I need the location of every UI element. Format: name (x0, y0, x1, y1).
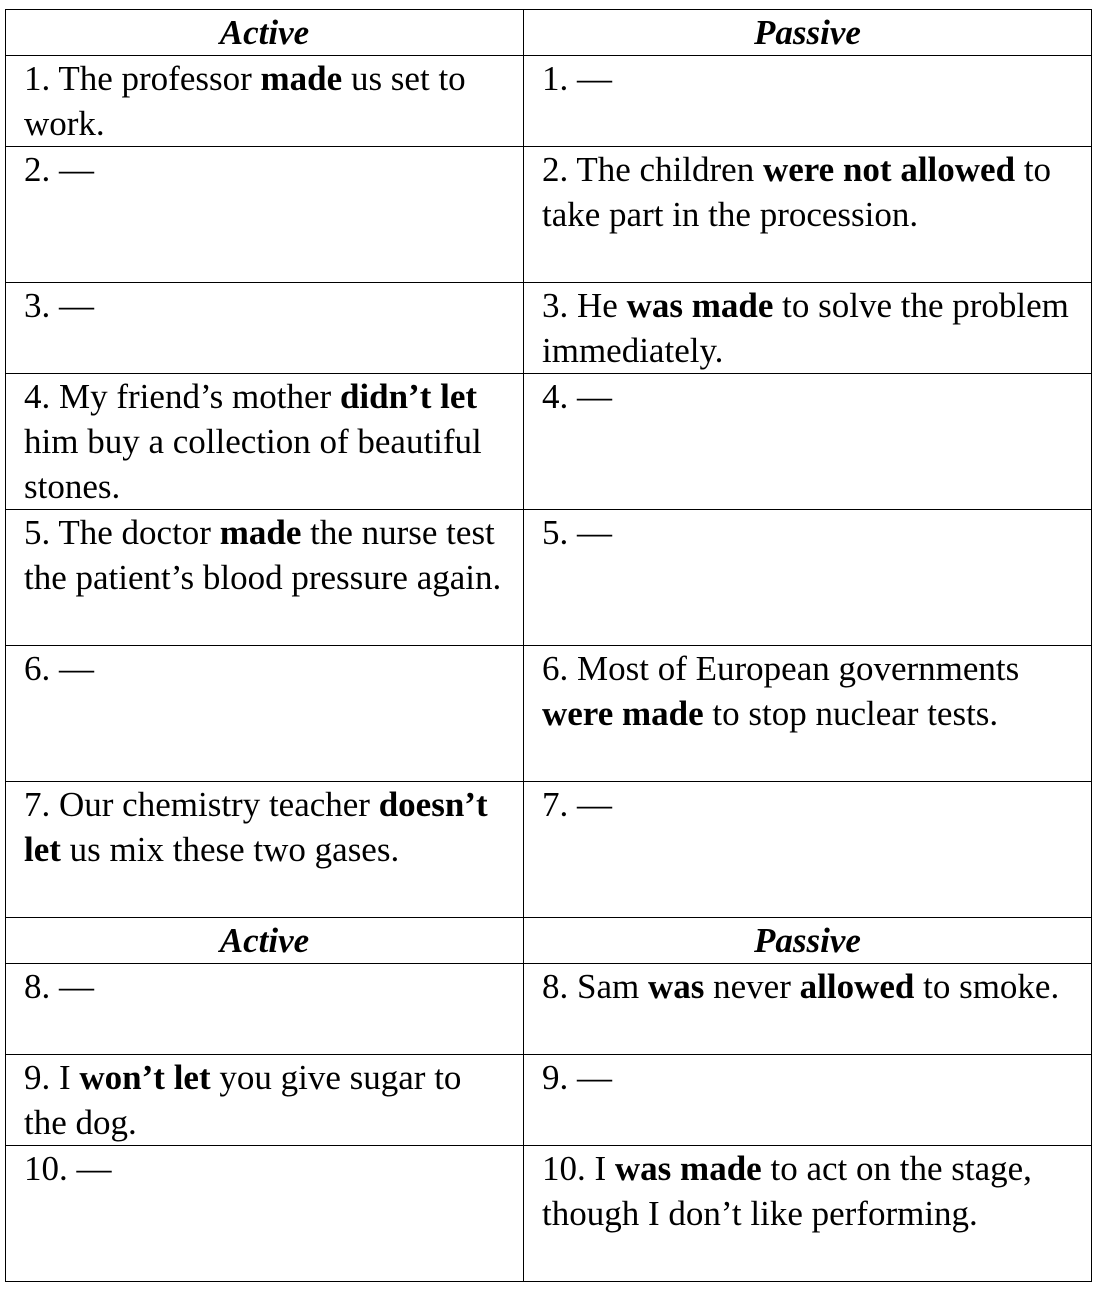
text-run: to take part in the procession. (542, 150, 1052, 234)
active-cell (6, 1055, 524, 1146)
text-run: you give sugar to the dog. (24, 1058, 462, 1142)
text-run: to solve the problem immediately. (542, 286, 1069, 370)
passive-cell (524, 147, 1092, 283)
text-run: 7. Our chemistry teacher (24, 785, 379, 824)
table-row (6, 374, 1092, 510)
header-row (6, 10, 1092, 56)
table-row (6, 1146, 1092, 1282)
header-active: Active (6, 10, 524, 56)
text-run: 8. — (24, 967, 94, 1006)
text-run: 8. Sam (542, 967, 648, 1006)
bold-verb: allowed (799, 967, 915, 1006)
table-row (6, 964, 1092, 1055)
active-cell (6, 1146, 524, 1282)
passive-cell (524, 510, 1092, 646)
bold-verb: made (260, 59, 343, 98)
bold-verb: were made (542, 694, 704, 733)
active-cell (6, 56, 524, 147)
text-run: to act on the stage, though I don’t like performing. (542, 1149, 1032, 1233)
passive-cell (524, 374, 1092, 510)
text-run: 2. — (24, 150, 94, 189)
bold-verb: was made (614, 1149, 762, 1188)
text-run: 1. — (542, 59, 612, 98)
bold-verb: was made (626, 286, 774, 325)
header-passive: Passive (524, 918, 1092, 964)
text-run: 5. — (542, 513, 612, 552)
text-run: 10. — (24, 1149, 112, 1188)
bold-verb: were not allowed (762, 150, 1016, 189)
active-cell (6, 283, 524, 374)
header-active: Active (6, 918, 524, 964)
table-row (6, 147, 1092, 283)
table-row (6, 782, 1092, 918)
text-run: 7. — (542, 785, 612, 824)
active-cell (6, 510, 524, 646)
text-run: 3. He (542, 286, 627, 325)
text-run: 10. I (542, 1149, 615, 1188)
active-cell (6, 374, 524, 510)
passive-cell (524, 964, 1092, 1055)
text-run: 5. The doctor (24, 513, 220, 552)
passive-cell (524, 56, 1092, 147)
header-passive: Passive (524, 10, 1092, 56)
passive-cell (524, 1146, 1092, 1282)
text-run: us mix these two gases. (60, 830, 400, 869)
active-cell (6, 147, 524, 283)
bold-verb: made (219, 513, 302, 552)
text-run: to stop nuclear tests. (703, 694, 999, 733)
header-row (6, 918, 1092, 964)
bold-verb: won’t let (79, 1058, 211, 1097)
text-run: to smoke. (914, 967, 1060, 1006)
table-row (6, 1055, 1092, 1146)
text-run: 9. I (24, 1058, 80, 1097)
text-run: never (704, 967, 800, 1006)
text-run: 6. Most of European governments (542, 649, 1020, 688)
table-row (6, 283, 1092, 374)
bold-verb: was (647, 967, 705, 1006)
bold-verb: doesn’t let (24, 785, 488, 869)
text-run: the nurse test the patient’s blood pressure again. (24, 513, 502, 597)
active-cell (6, 782, 524, 918)
bold-verb: didn’t let (339, 377, 478, 416)
text-run: 1. The professor (24, 59, 261, 98)
passive-cell (524, 782, 1092, 918)
exercise-table (5, 9, 1092, 1282)
text-run: us set to work. (24, 59, 466, 143)
passive-cell (524, 1055, 1092, 1146)
active-cell (6, 964, 524, 1055)
text-run: 2. The children (542, 150, 763, 189)
text-run: him buy a collection of beautiful stones. (24, 422, 482, 506)
table-row (6, 56, 1092, 147)
text-run: 9. — (542, 1058, 612, 1097)
passive-cell (524, 646, 1092, 782)
text-run: 3. — (24, 286, 94, 325)
text-run: 4. — (542, 377, 612, 416)
active-cell (6, 646, 524, 782)
text-run: 6. — (24, 649, 94, 688)
text-run: 4. My friend’s mother (24, 377, 340, 416)
passive-cell (524, 283, 1092, 374)
table-row (6, 510, 1092, 646)
table-row (6, 646, 1092, 782)
